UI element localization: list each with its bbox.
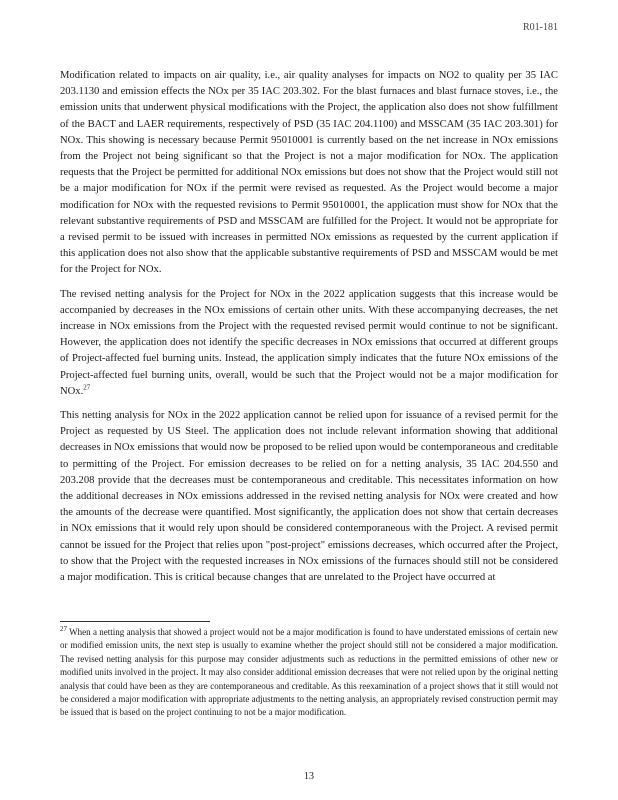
footnote-text: When a netting analysis that showed a project would not be a major modification is found to have understated emissions of certain new or modified emission units, the next step is usually to examine whether the project should still not be considered a major modification. The revised netting analysis for this purpose may consider adjustments such as reductions in the permitted emissions of other new or modified units involved in the project. It may also consider additional emission decreases that were not relied upon by the original netting analysis that could have been as they are contemporaneous and creditable. As this reexamination of a project shows that it still would not be considered a major modification with appropriate adjustments to the netting analysis, an appropriately revised construction permit may be issued that is based on the project continuing to not be a major modification. [60, 627, 558, 718]
paragraph-3: This netting analysis for NOx in the 2022 application cannot be relied upon for issuance of a revised permit for the Project as requested by US Steel. The application does not include relevant information showing that additional decreases in NOx emissions that would now be proposed to be relied upon would be contemporaneous and creditable to permitting of the Project. For emission decreases to be relied on for a netting analysis, 35 IAC 204.550 and 203.208 provide that the decreases must be contemporaneous and creditable. This necessitates information on how the additional decreases in NOx emissions addressed in the revised netting analysis for NOx were created and how the amounts of the decrease were quantified. Most significantly, the application does not show that certain decreases in NOx emissions that it would rely upon should be considered contemporaneous with the Project. A revised permit cannot be issued for the Project that relies upon "post-project" emissions decreases, which occurred after the Project, to show that the Project with the requested increases in NOx emissions of the furnaces should still not be considered a major modification. This is critical because changes that are unrelated to the Project have occurred at [60, 410, 558, 584]
footnote [60, 626, 558, 720]
paragraph-2-text: The revised netting analysis for the Project for NOx in the 2022 application suggests that this increase would be accompanied by decreases in the NOx emissions of certain other units. With these accompanying decreases, the net increase in NOx emissions from the Project with the requested revised permit would continue to not be significant. However, the application does not identify the specific decreases in NOx emissions that occurred at different groups of Project-affected fuel burning units. Instead, the application simply indicates that the future NOx emissions of the Project-affected fuel burning units, overall, would be such that the Project would not be a major modification for NOx. [60, 288, 558, 397]
footnote-reference[interactable]: 27 [83, 383, 91, 392]
page-number: 13 [304, 771, 314, 782]
body-text [60, 68, 558, 594]
paragraph-1: Modification related to impacts on air quality, i.e., air quality analyses for impacts on NO2 to quality per 35 IAC 203.1130 and emission effects the NOx per 35 IAC 203.302. For the blast furnaces and blast furnace stoves, i.e., the emission units that underwent physical modifications with the Project, the application also does not show fulfillment of the BACT and LAER requirements, respectively of PSD (35 IAC 204.1100) and MSSCAM (35 IAC 203.301) for NOx. This showing is necessary because Permit 95010001 is currently based on the net increase in NOx emissions from the Project not being significant so that the Project is not a major modification for NOx. The application requests that the Project be permitted for additional NOx emissions but does not show that the Project would still not be a major modification for NOx if the permit were revised as requested. As the Project would become a major modification for NOx with the requested revisions to Permit 95010001, the application must show for NOx that the relevant substantive requirements of PSD and MSSCAM are fulfilled for the Project. It would not be appropriate for a revised permit to be issued with increases in permitted NOx emissions as requested by the current application if this application does not also show that the applicable substantive requirements of PSD and MSSCAM would be met for the Project for NOx. [60, 70, 558, 276]
footnote-marker: 27 [60, 625, 67, 633]
paragraph-2 [60, 287, 558, 400]
footnote-divider [60, 621, 210, 622]
document-id: R01-181 [523, 22, 558, 33]
